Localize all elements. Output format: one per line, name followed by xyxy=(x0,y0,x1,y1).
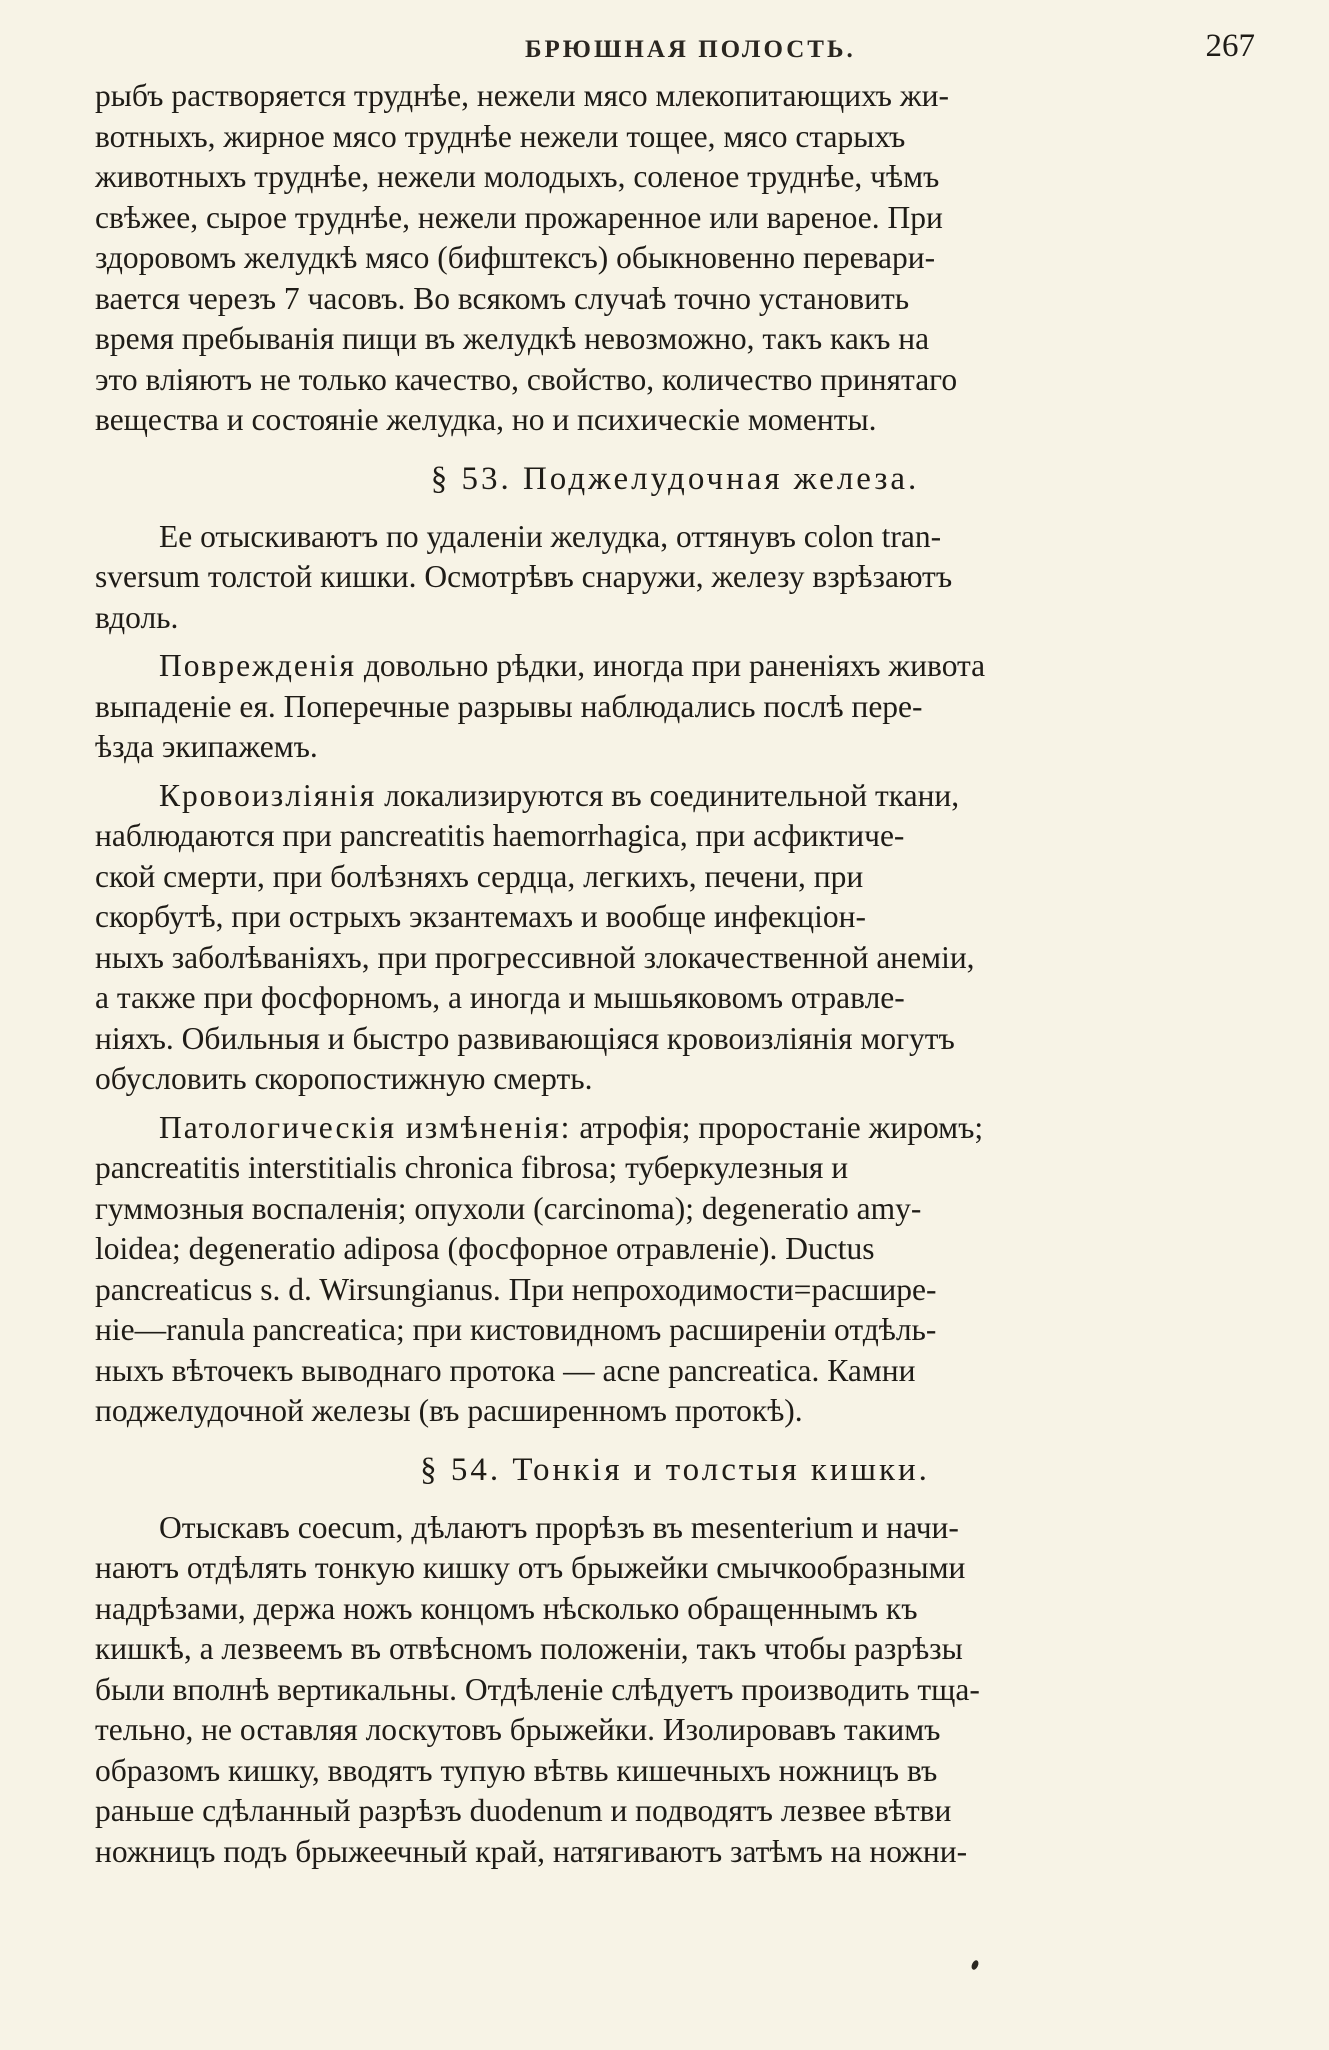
text-line xyxy=(95,646,1255,687)
text-line: надрѣзами, держа ножъ концомъ нѣсколько обращеннымъ къ xyxy=(95,1590,918,1626)
text-line: это вліяютъ не только качество, свойство, количество принятаго xyxy=(95,361,958,397)
text-line xyxy=(95,776,1255,817)
text-line: а также при фосфорномъ, а иногда и мышьяковомъ отравле- xyxy=(95,980,905,1015)
page-number: 267 xyxy=(1205,28,1255,64)
text-line: обусловить скоропостижную смерть. xyxy=(95,1061,593,1096)
text-line: образомъ кишку, вводятъ тупую вѣтвь кишечныхъ ножницъ въ xyxy=(95,1752,938,1788)
text-line: рыбъ растворяется труднѣе, нежели мясо млекопитающихъ жи- xyxy=(95,78,949,113)
intro-paragraph xyxy=(95,76,1255,441)
text-line: sversum толстой кишки. Осмотрѣвъ снаружи, железу взрѣзаютъ xyxy=(95,559,953,594)
text-line: свѣжее, сырое труднѣе, нежели прожаренное или вареное. При xyxy=(95,199,943,235)
text-line: наблюдаются при pancreatitis haemorrhagica, при асфиктиче- xyxy=(95,818,905,853)
section-53-paragraph-1 xyxy=(95,517,1255,639)
text-fragment: довольно рѣдки, иногда при раненіяхъ живота xyxy=(363,648,986,683)
text-line: животныхъ труднѣе, нежели молодыхъ, соленое труднѣе, чѣмъ xyxy=(95,159,940,194)
text-line: поджелудочной железы (въ расширенномъ протокѣ). xyxy=(95,1393,803,1428)
text-line: ѣзда экипажемъ. xyxy=(95,729,318,764)
paragraph-lead-term: Патологическія измѣненія: xyxy=(159,1109,572,1145)
book-page xyxy=(95,28,1255,1880)
text-line: кишкѣ, а лезвеемъ въ отвѣсномъ положеніи, такъ чтобы разрѣзы xyxy=(95,1631,963,1666)
text-line: Ее отыскиваютъ по удаленіи желудка, оттянувъ colon tran- xyxy=(159,518,942,554)
text-line: ныхъ вѣточекъ выводнаго протока — acne pancreatica. Камни xyxy=(95,1352,916,1388)
text-line: наютъ отдѣлять тонкую кишку отъ брыжейки смычкообразными xyxy=(95,1550,966,1585)
text-line: вдоль. xyxy=(95,599,179,635)
text-line: скорбутѣ, при острыхъ экзантемахъ и вообще инфекціон- xyxy=(95,899,867,934)
text-line: тельно, не оставляя лоскутовъ брыжейки. Изолировавъ такимъ xyxy=(95,1712,941,1747)
text-line: вается черезъ 7 часовъ. Во всякомъ случаѣ точно установить xyxy=(95,280,910,316)
ink-speck xyxy=(970,1959,980,1971)
text-fragment: атрофія; проростаніе жиромъ; xyxy=(579,1109,984,1145)
section-54-paragraph-1 xyxy=(95,1508,1255,1873)
text-line: ныхъ заболѣваніяхъ, при прогрессивной злокачественной анеміи, xyxy=(95,939,975,975)
text-line: время пребыванія пищи въ желудкѣ невозможно, такъ какъ на xyxy=(95,321,930,356)
text-line: pancreatitis interstitialis chronica fibrosa; туберкулезныя и xyxy=(95,1150,849,1185)
section-54-heading: § 54. Тонкія и толстыя кишки. xyxy=(420,1451,930,1488)
text-line: здоровомъ желудкѣ мясо (бифштексъ) обыкновенно перевари- xyxy=(95,240,936,275)
text-line: pancreaticus s. d. Wirsungianus. При непроходимости=расшире- xyxy=(95,1271,937,1307)
text-line: loidea; degeneratio adiposa (фосфорное отравленіе). Ductus xyxy=(95,1231,875,1266)
text-fragment: локализируются въ соединительной ткани, xyxy=(384,777,960,813)
text-line: гуммозныя воспаленія; опухоли (carcinoma); degeneratio amy- xyxy=(95,1190,922,1226)
text-line: Отыскавъ coecum, дѣлаютъ прорѣзъ въ mesenterium и начи- xyxy=(159,1509,959,1545)
section-53-paragraph-4 xyxy=(95,1108,1255,1432)
page-header xyxy=(95,28,1255,76)
text-line xyxy=(95,1108,1255,1149)
running-title: БРЮШНАЯ ПОЛОСТЬ. xyxy=(525,36,856,63)
text-line: были вполнѣ вертикальны. Отдѣленіе слѣдуетъ производить тща- xyxy=(95,1671,980,1707)
section-53-paragraph-3 xyxy=(95,776,1255,1100)
paragraph-lead-term: Кровоизліянія xyxy=(159,777,377,813)
text-line: раньше сдѣланный разрѣзъ duodenum и подводятъ лезвее вѣтви xyxy=(95,1793,952,1828)
text-line: вотныхъ, жирное мясо труднѣе нежели тощее, мясо старыхъ xyxy=(95,118,906,154)
paragraph-lead-term: Поврежденія xyxy=(159,648,356,683)
text-line: выпаденіе ея. Поперечные разрывы наблюдались послѣ пере- xyxy=(95,688,923,724)
text-line: вещества и состояніе желудка, но и психическіе моменты. xyxy=(95,402,877,437)
section-53-heading: § 53. Поджелудочная железа. xyxy=(430,460,920,497)
text-line: ніяхъ. Обильныя и быстро развивающіяся кровоизліянія могутъ xyxy=(95,1020,955,1056)
section-53-paragraph-2 xyxy=(95,646,1255,768)
text-line: ской смерти, при болѣзняхъ сердца, легкихъ, печени, при xyxy=(95,858,864,894)
text-line: ніе—ranula pancreatica; при кистовидномъ расширеніи отдѣль- xyxy=(95,1312,937,1347)
text-line: ножницъ подъ брыжеечный край, натягиваютъ затѣмъ на ножни- xyxy=(95,1833,968,1869)
